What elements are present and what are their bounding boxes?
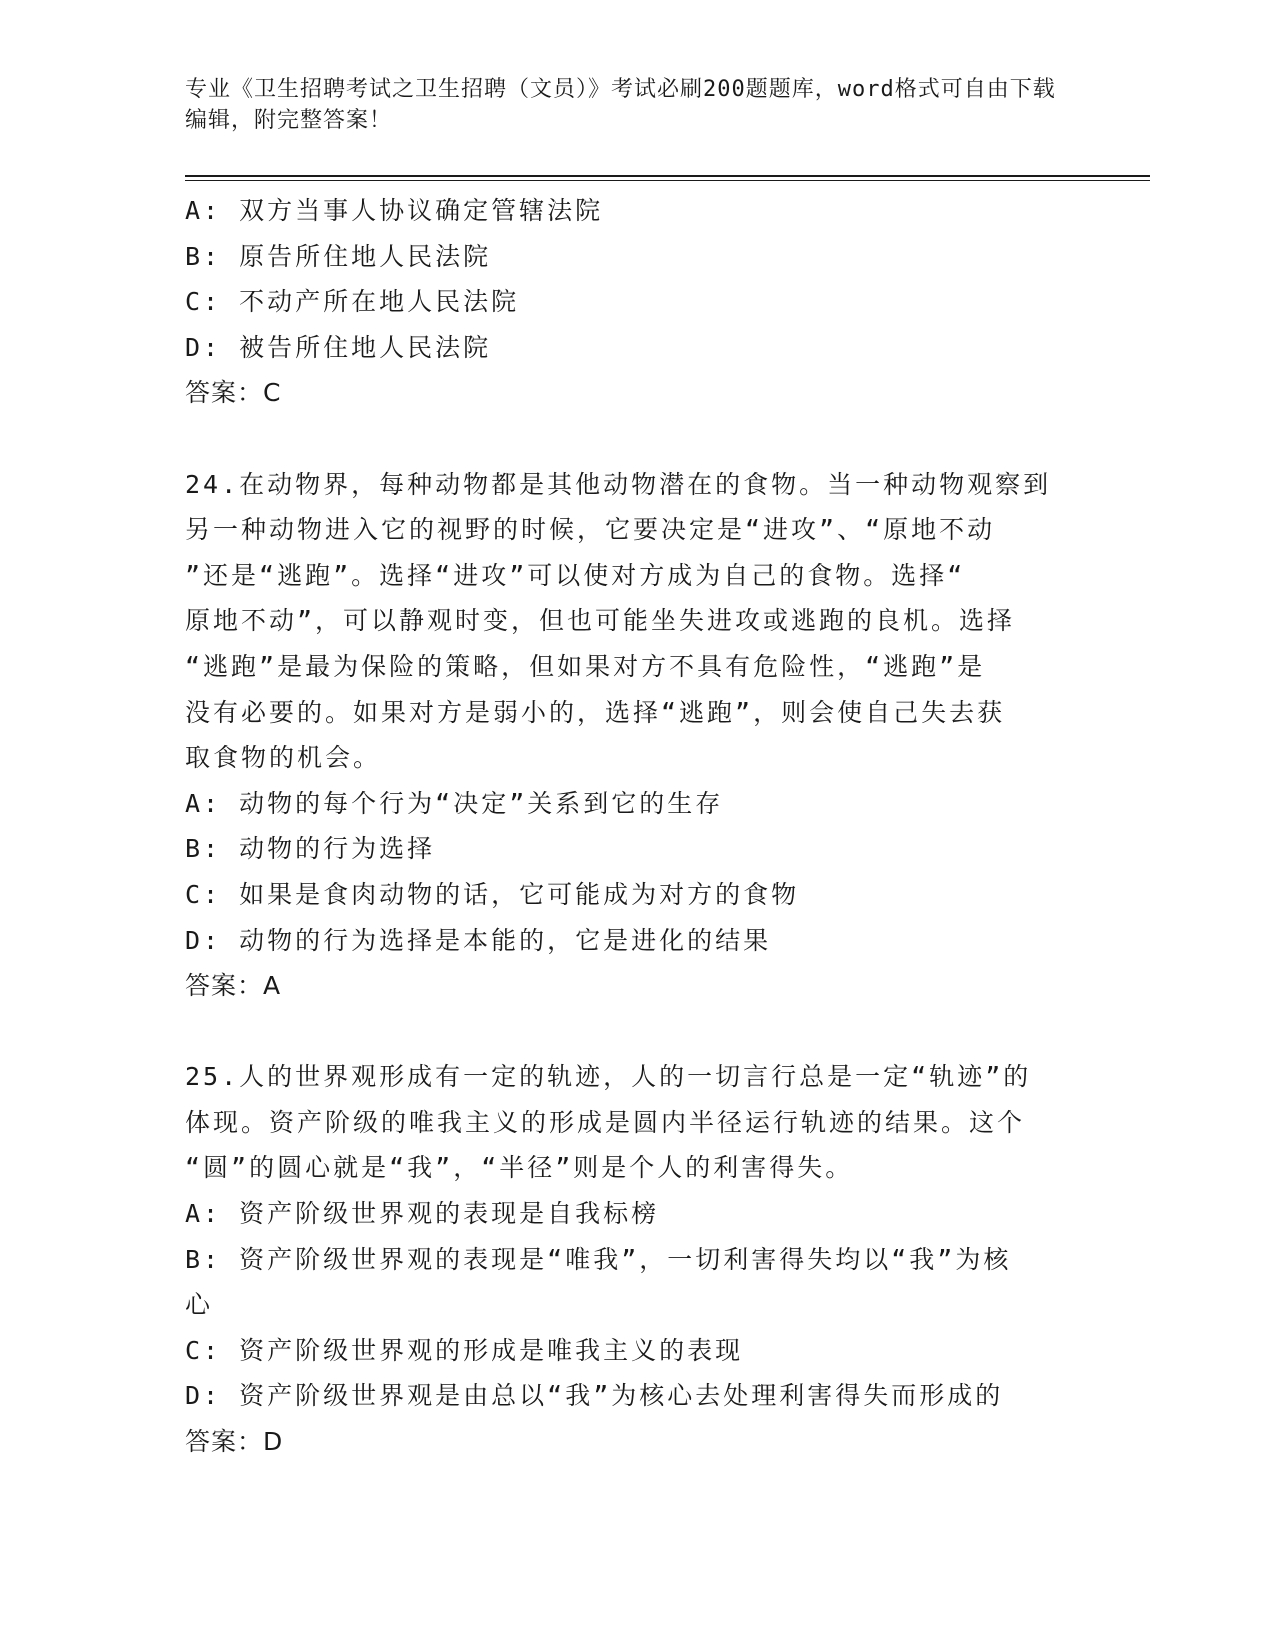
question-stem-line: 体现。资产阶级的唯我主义的形成是圆内半径运行轨迹的结果。这个 [185,1107,1026,1137]
option-a: A: 动物的每个行为“决定”关系到它的生存 [185,788,724,818]
question-stem-line: 取食物的机会。 [185,743,382,773]
answer: 答案：C [185,378,282,408]
option-d: D: 资产阶级世界观是由总以“我”为核心去处理利害得失而形成的 [185,1381,1004,1411]
header-rule-secondary [185,180,1150,181]
page-header: 专业《卫生招聘考试之卫生招聘（文员）》考试必刷200题题库，word格式可自由下载编辑，附完整答案！ [185,77,1056,133]
option-a: A: 双方当事人协议确定管辖法院 [185,196,604,225]
question-stem-line: 原地不动”，可以静观时变，但也可能坐失进攻或逃跑的良机。选择 [185,606,1016,636]
spacer [185,1009,1075,1055]
option-a: A: 资产阶级世界观的表现是自我标榜 [185,1199,660,1229]
option-c: C: 如果是食肉动物的话，它可能成为对方的食物 [185,879,800,909]
question-stem-line: ”还是“逃跑”。选择“进攻”可以使对方成为自己的食物。选择“ [185,560,966,590]
question-stem-line: “圆”的圆心就是“我”，“半径”则是个人的利害得失。 [185,1153,854,1183]
question-stem-line: “逃跑”是最为保险的策略，但如果对方不具有危险性，“逃跑”是 [185,651,986,681]
option-b: B: 动物的行为选择 [185,834,436,864]
option-d: D: 动物的行为选择是本能的，它是进化的结果 [185,925,772,955]
question-list [185,188,1075,1465]
question-23 [185,188,1075,416]
option-d: D: 被告所住地人民法院 [185,332,492,362]
question-25 [185,1054,1075,1464]
spacer [185,416,1075,462]
question-stem-line: 25.人的世界观形成有一定的轨迹，人的一切言行总是一定“轨迹”的 [185,1062,1032,1092]
option-b-continued: 心 [185,1290,214,1320]
question-stem-line: 24.在动物界，每种动物都是其他动物潜在的食物。当一种动物观察到 [185,469,1052,499]
option-b: B: 原告所住地人民法院 [185,241,492,271]
question-stem-line: 另一种动物进入它的视野的时候，它要决定是“进攻”、“原地不动 [185,515,996,545]
option-c: C: 不动产所在地人民法院 [185,287,520,317]
question-stem-line: 没有必要的。如果对方是弱小的，选择“逃跑”，则会使自己失去获 [185,697,1006,727]
question-24 [185,462,1075,1009]
answer: 答案：A [185,971,282,1001]
answer: 答案：D [185,1427,284,1457]
option-c: C: 资产阶级世界观的形成是唯我主义的表现 [185,1335,744,1365]
header-rule [185,175,1150,177]
option-b: B: 资产阶级世界观的表现是“唯我”，一切利害得失均以“我”为核 [185,1244,1012,1274]
